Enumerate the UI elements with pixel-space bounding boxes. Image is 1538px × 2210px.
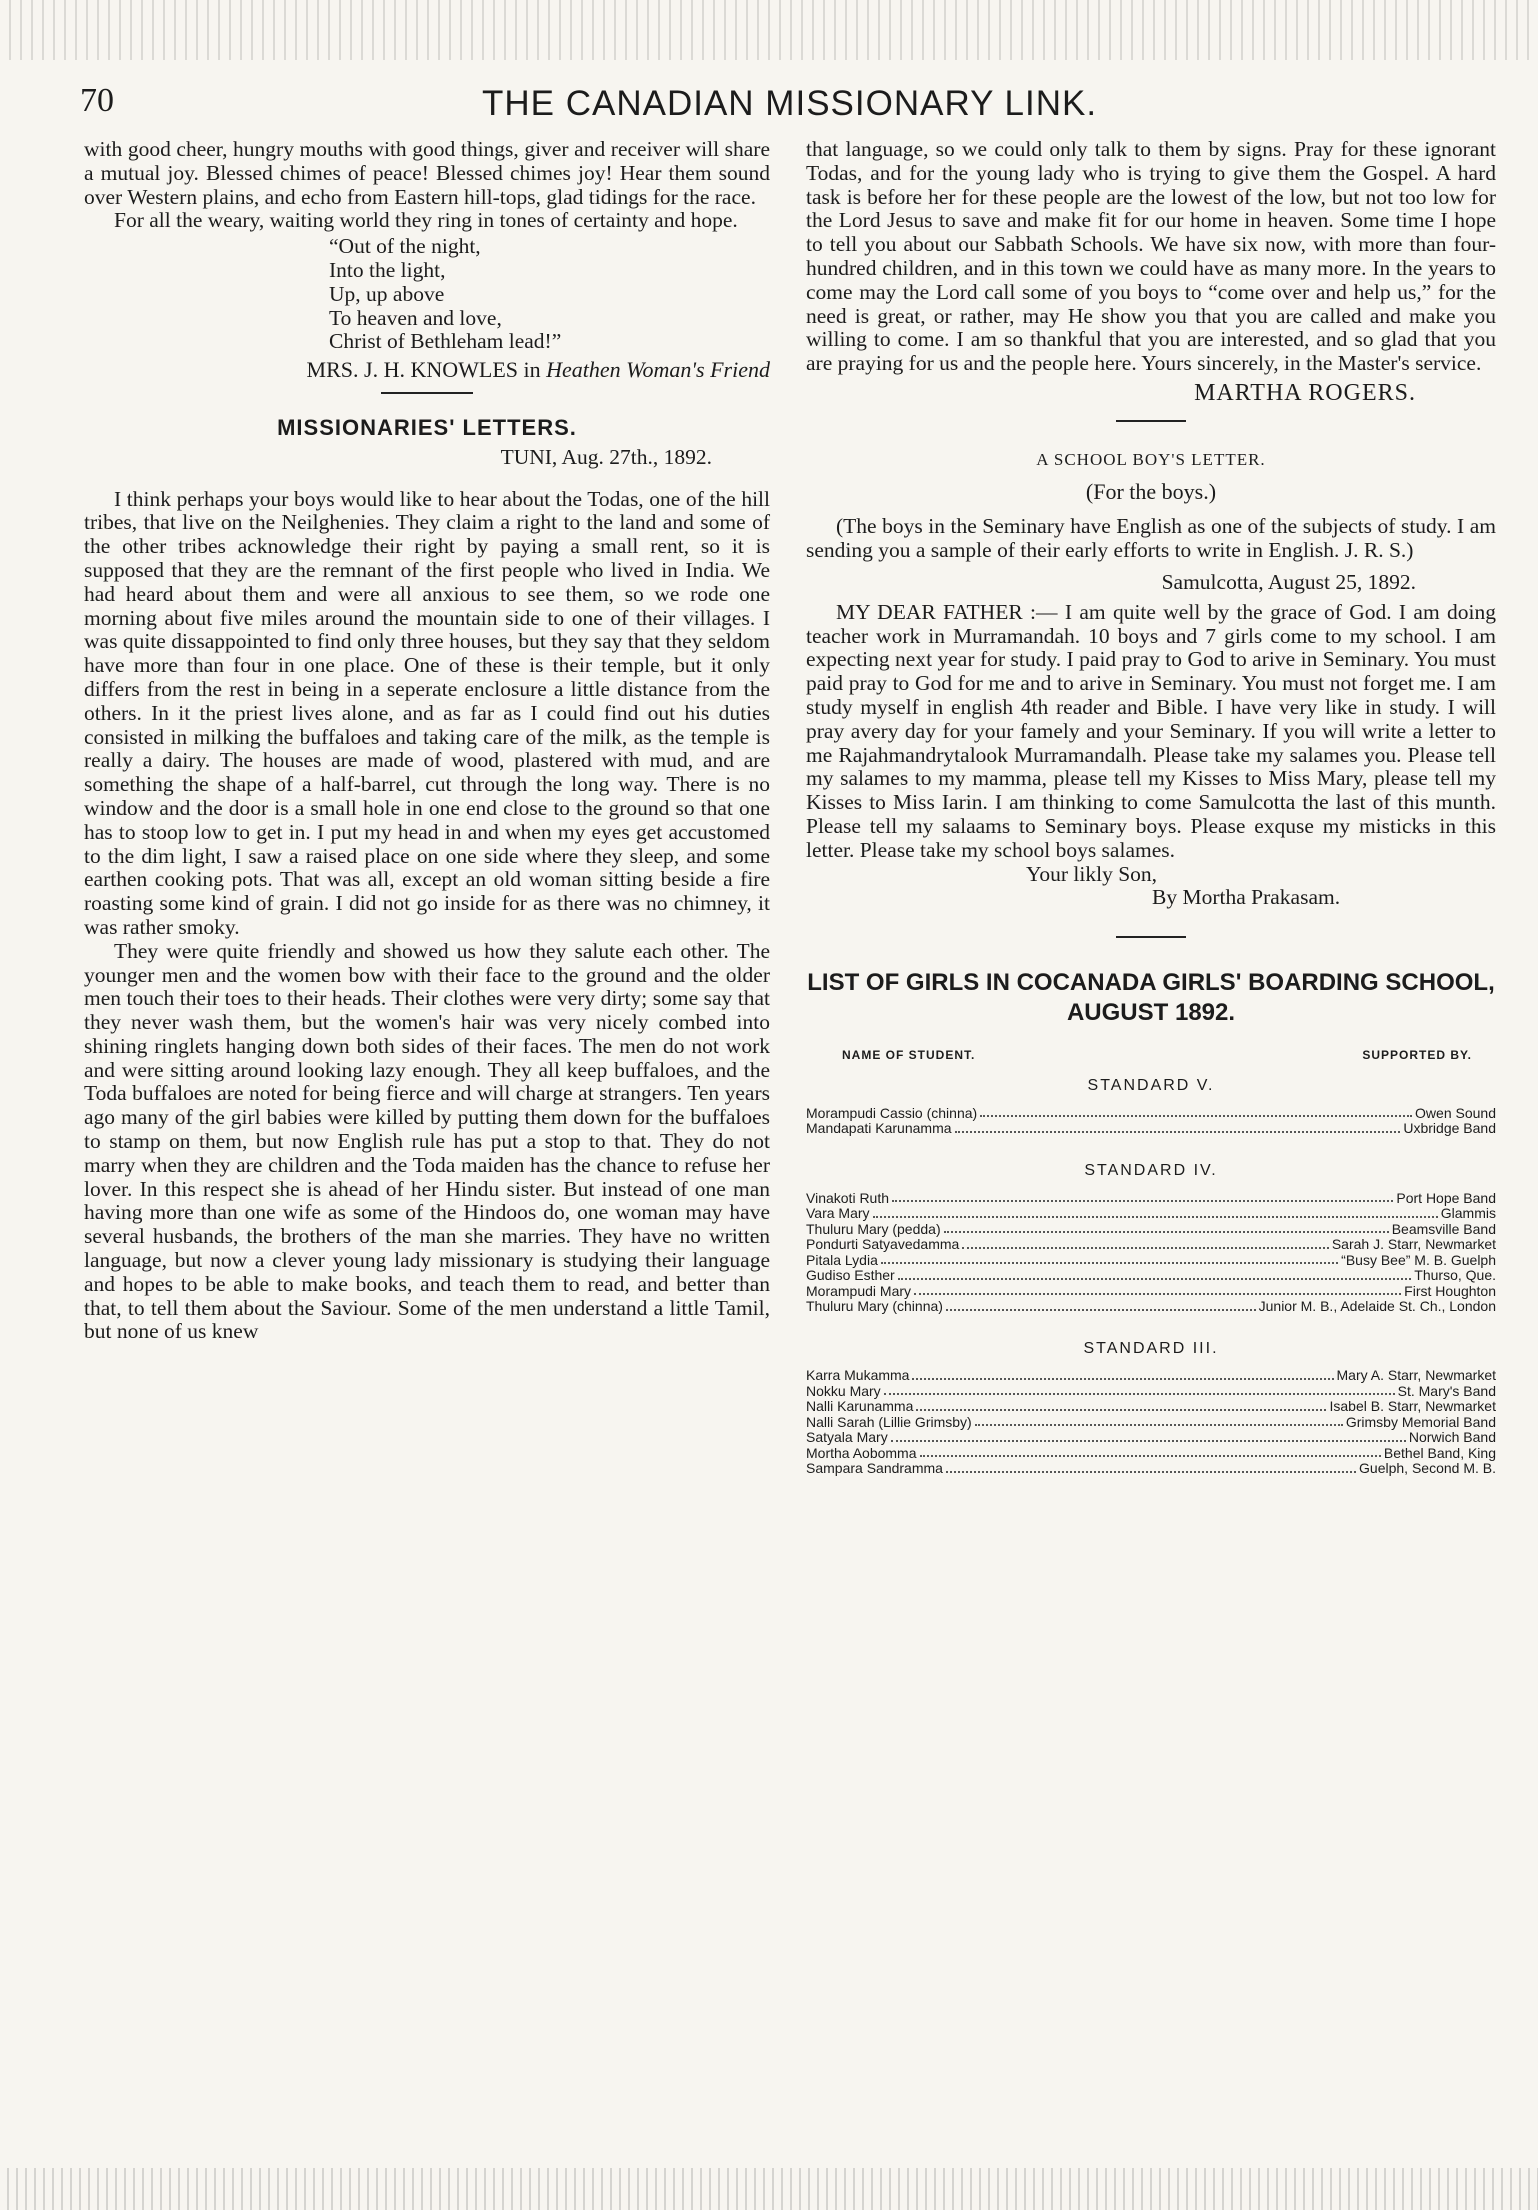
supporter: Uxbridge Band <box>1403 1120 1496 1137</box>
student-list <box>806 1074 1496 1493</box>
leader-dots <box>916 1399 1326 1411</box>
leader-dots <box>881 1253 1338 1265</box>
list-gap <box>806 1315 1496 1331</box>
leader-dots <box>962 1237 1329 1249</box>
student-name: Thuluru Mary (chinna) <box>806 1298 943 1314</box>
student-name: Nalli Karunamma <box>806 1398 914 1415</box>
poem-line: Up, up above <box>329 281 445 306</box>
right-column <box>806 138 1496 1493</box>
student-name: Vara Mary <box>806 1205 870 1221</box>
column-header-support: SUPPORTED BY. <box>1362 1048 1472 1063</box>
list-column-headers <box>806 1044 1496 1068</box>
running-title: THE CANADIAN MISSIONARY LINK. <box>482 84 1098 123</box>
supporter: Mary A. Starr, Newmarket <box>1336 1367 1496 1384</box>
school-letter-date: Samulcotta, August 25, 1892. <box>1161 569 1416 594</box>
student-row <box>806 1237 1496 1253</box>
student-row <box>806 1399 1496 1415</box>
left-column <box>84 138 770 1344</box>
divider-rule <box>1116 936 1186 938</box>
supporter: First Houghton <box>1404 1282 1496 1299</box>
list-gap <box>806 1137 1496 1153</box>
supporter: Beamsville Band <box>1391 1220 1496 1237</box>
student-name: Karra Mukamma <box>806 1367 910 1384</box>
student-name: Mandapati Karunamma <box>806 1120 952 1137</box>
student-name: Nalli Sarah (Lillie Grimsby) <box>806 1413 972 1430</box>
leader-dots <box>975 1415 1343 1427</box>
list-title: LIST OF GIRLS IN COCANADA GIRLS' BOARDING SCHOOL, AUGUST 1892. <box>807 969 1495 1027</box>
supporter: Sarah J. Starr, Newmarket <box>1331 1236 1496 1252</box>
leader-dots <box>912 1368 1333 1380</box>
student-name: Gudiso Esther <box>806 1267 895 1283</box>
school-letter-intro: (The boys in the Seminary have English as one of the subjects of study. I am sending you a sample of their early efforts to write in English. J. R. S.) <box>806 514 1496 563</box>
divider-rule <box>381 392 473 394</box>
scan-noise-bottom <box>0 2168 1538 2210</box>
letter-text: I am quite well by the grace of God. I am doing teacher work in Murramandah. 10 boys and 7 girls come to my school. I am expecting next year for study. I paid pray to God to arive in Seminary. You must paid pray to God for me and to arive in Seminary. You must not forget me. I am study myself in english 4th reader and Bible. I have very like in study. I will pray avery day for your famely and your Seminary. If you will write a letter to me Rajahmandrytalook Murramandalh. Please take my salames you. Please tell my salames to my mamma, please tell my Kisses to Miss Mary, please tell my Kisses to Miss Iarin. I am thinking to come Samulcotta the last of this munth. Please tell my salaams to Seminary boys. Please exquse my misticks in this letter. Please take my school boys salames. <box>806 599 1497 862</box>
student-name: Nokku Mary <box>806 1382 881 1399</box>
leader-dots <box>884 1384 1395 1396</box>
intro-paragraph-2: For all the weary, waiting world they ring in tones of certainty and hope. <box>114 208 738 233</box>
leader-dots <box>946 1299 1256 1311</box>
supporter: Thurso, Que. <box>1414 1267 1496 1283</box>
attribution-name: MRS. J. H. KNOWLES in <box>306 357 541 383</box>
leader-dots <box>914 1284 1401 1296</box>
leader-dots <box>873 1206 1438 1218</box>
standard-heading: STANDARD IV. <box>1084 1161 1218 1179</box>
student-row <box>806 1384 1496 1400</box>
student-row <box>806 1415 1496 1431</box>
student-name: Satyala Mary <box>806 1429 888 1446</box>
page-header <box>80 82 1480 132</box>
student-name: Sampara Sandramma <box>806 1460 943 1477</box>
leader-dots <box>892 1191 1393 1203</box>
supporter: Isabel B. Starr, Newmarket <box>1329 1398 1496 1415</box>
poem-line: To heaven and love, <box>329 305 502 330</box>
student-row <box>806 1106 1496 1122</box>
page-number: 70 <box>80 82 114 119</box>
dateline: TUNI, Aug. 27th., 1892. <box>500 444 712 469</box>
student-row <box>806 1222 1496 1238</box>
school-letter-body <box>806 601 1496 863</box>
leader-dots <box>944 1222 1389 1234</box>
student-name: Morampudi Cassio (chinna) <box>806 1104 978 1121</box>
student-row <box>806 1253 1496 1269</box>
letter-paragraph-1: I think perhaps your boys would like to hear about the Todas, one of the hill tribes, that live on the Neilghenies. They claim a right to the land and some of the other tribes acknowledge their right by paying a small rent, so it is supposed that they are the remnant of the first people who lived in India. We had heard about them and were all anxious to see them, so we rode one morning about five miles around the mountain side to one of their villages. I was quite dissappointed to find only three houses, but they say that they seldom have more than four in one place. One of these is their temple, but it only differs from the rest in being in a seperate enclosure a little distance from the others. In it the priest lives alone, and as far as I could find out his duties consisted in milking the buffaloes and taking care of the milk, as the temple is really a dairy. The houses are made of wood, plastered with mud, and are something the shape of a half-barrel, cut through the long way. There is no window and the door is a small hole in one end close to the ground so that one has to stoop low to get in. I put my head in and when my eyes get accustomed to the dim light, I saw a raised place on one side where they sleep, and some earthen cooking pots. That was all, except an old woman sitting beside a fire roasting some kind of grain. I did not go inside for as there was no chimney, it was rather smoky. <box>84 486 770 939</box>
student-row <box>806 1284 1496 1300</box>
leader-dots <box>920 1446 1381 1458</box>
column-header-name: NAME OF STUDENT. <box>842 1048 976 1063</box>
student-name: Morampudi Mary <box>806 1282 912 1299</box>
poem-line: Christ of Bethleham lead!” <box>329 329 562 354</box>
section-title: MISSIONARIES' LETTERS. <box>277 414 577 440</box>
student-row <box>806 1446 1496 1462</box>
poem <box>329 235 770 354</box>
supporter: “Busy Bee” M. B. Guelph <box>1341 1251 1496 1268</box>
closing-signature: By Mortha Prakasam. <box>1152 885 1341 910</box>
supporter: Guelph, Second M. B. <box>1359 1460 1496 1477</box>
student-row <box>806 1268 1496 1284</box>
supporter: Owen Sound <box>1415 1104 1496 1121</box>
student-row <box>806 1430 1496 1446</box>
student-row <box>806 1368 1496 1384</box>
student-name: Pitala Lydia <box>806 1251 878 1268</box>
student-name: Mortha Aobomma <box>806 1444 917 1461</box>
student-row <box>806 1121 1496 1137</box>
school-letter-subtitle: (For the boys.) <box>1085 478 1217 504</box>
closing-line: Your likly Son, <box>1026 861 1158 886</box>
standard-heading: STANDARD III. <box>1083 1339 1219 1357</box>
divider-rule <box>1116 420 1186 422</box>
intro-paragraph-1: with good cheer, hungry mouths with good things, giver and receiver will share a mutual joy. Blessed chimes of peace! Blessed chimes joy! Hear them sound over Western plains, and echo from Eastern hill-tops, glad tidings for the race. <box>84 137 770 209</box>
student-row <box>806 1191 1496 1207</box>
supporter: Glammis <box>1440 1205 1496 1221</box>
student-name: Pondurti Satyavedamma <box>806 1236 960 1252</box>
school-letter-title: A SCHOOL BOY'S LETTER. <box>1036 449 1266 469</box>
supporter: Junior M. B., Adelaide St. Ch., London <box>1258 1298 1496 1314</box>
attribution-source: Heathen Woman's Friend <box>546 357 770 383</box>
poem-line: “Out of the night, <box>329 234 481 259</box>
leader-dots <box>898 1268 1412 1280</box>
supporter: Grimsby Memorial Band <box>1345 1413 1496 1430</box>
continued-paragraph: that language, so we could only talk to them by signs. Pray for these ignorant Todas, and for the young lady who is trying to give them the Gospel. A hard task is before her for these people are the lowest of the low, but not too low for the Lord Jesus to save and make fit for our home in heaven. Some time I hope to tell you about our Sabbath Schools. We have six now, with more than four-hundred children, and in this town we could have as many more. In the years to come may the Lord call some of you boys to “come over and help us,” for the need is great, or rather, may He show you that you are called and make you willing to come. I am so thankful that you are interested, and so glad that you are praying for us and the people here. Yours sincerely, in the Master's service. <box>806 137 1496 376</box>
attribution <box>84 358 770 382</box>
leader-dots <box>955 1121 1401 1133</box>
supporter: Port Hope Band <box>1396 1189 1496 1206</box>
signature: MARTHA ROGERS. <box>1194 379 1416 406</box>
salutation: MY DEAR FATHER :— <box>836 599 1058 624</box>
student-row <box>806 1461 1496 1477</box>
leader-dots <box>891 1430 1406 1442</box>
student-row <box>806 1299 1496 1315</box>
leader-dots <box>980 1106 1412 1118</box>
student-row <box>806 1206 1496 1222</box>
student-name: Thuluru Mary (pedda) <box>806 1220 941 1237</box>
letter-paragraph-2: They were quite friendly and showed us how they salute each other. The younger men and the women bow with their face to the ground and the older men touch their toes to their heads. Their clothes were very dirty; some say that they never wash them, but the women's hair was very nicely combed into shining ringlets hanging down both sides of their faces. The men do not work and were sitting around looking lazy enough. They all keep buffaloes, and the Toda buffaloes are noted for being fierce and will charge at strangers. Ten years ago many of the girl babies were killed by putting them down for the buffaloes to stamp on them, but now English rule has put a stop to that. They do not marry when they are children and the Toda maiden has the chance to refuse her lover. In this respect she is ahead of her Hindu sister. But instead of one man having more than one wife as some of the Hindoos do, one woman may have several husbands, the brothers of the man she marries. They have no written language, but now a clever young lady missionary is studying their language and hopes to be able to make books, and teach them to read, and better than that, to tell them about the Saviour. Some of the men understand a little Tamil, but none of us knew <box>84 938 770 1344</box>
leader-dots <box>946 1461 1356 1473</box>
supporter: Norwich Band <box>1408 1429 1496 1446</box>
supporter: Bethel Band, King <box>1383 1444 1496 1461</box>
list-gap <box>806 1477 1496 1493</box>
student-name: Vinakoti Ruth <box>806 1189 890 1206</box>
supporter: St. Mary's Band <box>1397 1382 1496 1399</box>
scan-noise-top <box>0 0 1538 60</box>
standard-heading: STANDARD V. <box>1087 1076 1215 1094</box>
poem-line: Into the light, <box>329 257 446 282</box>
